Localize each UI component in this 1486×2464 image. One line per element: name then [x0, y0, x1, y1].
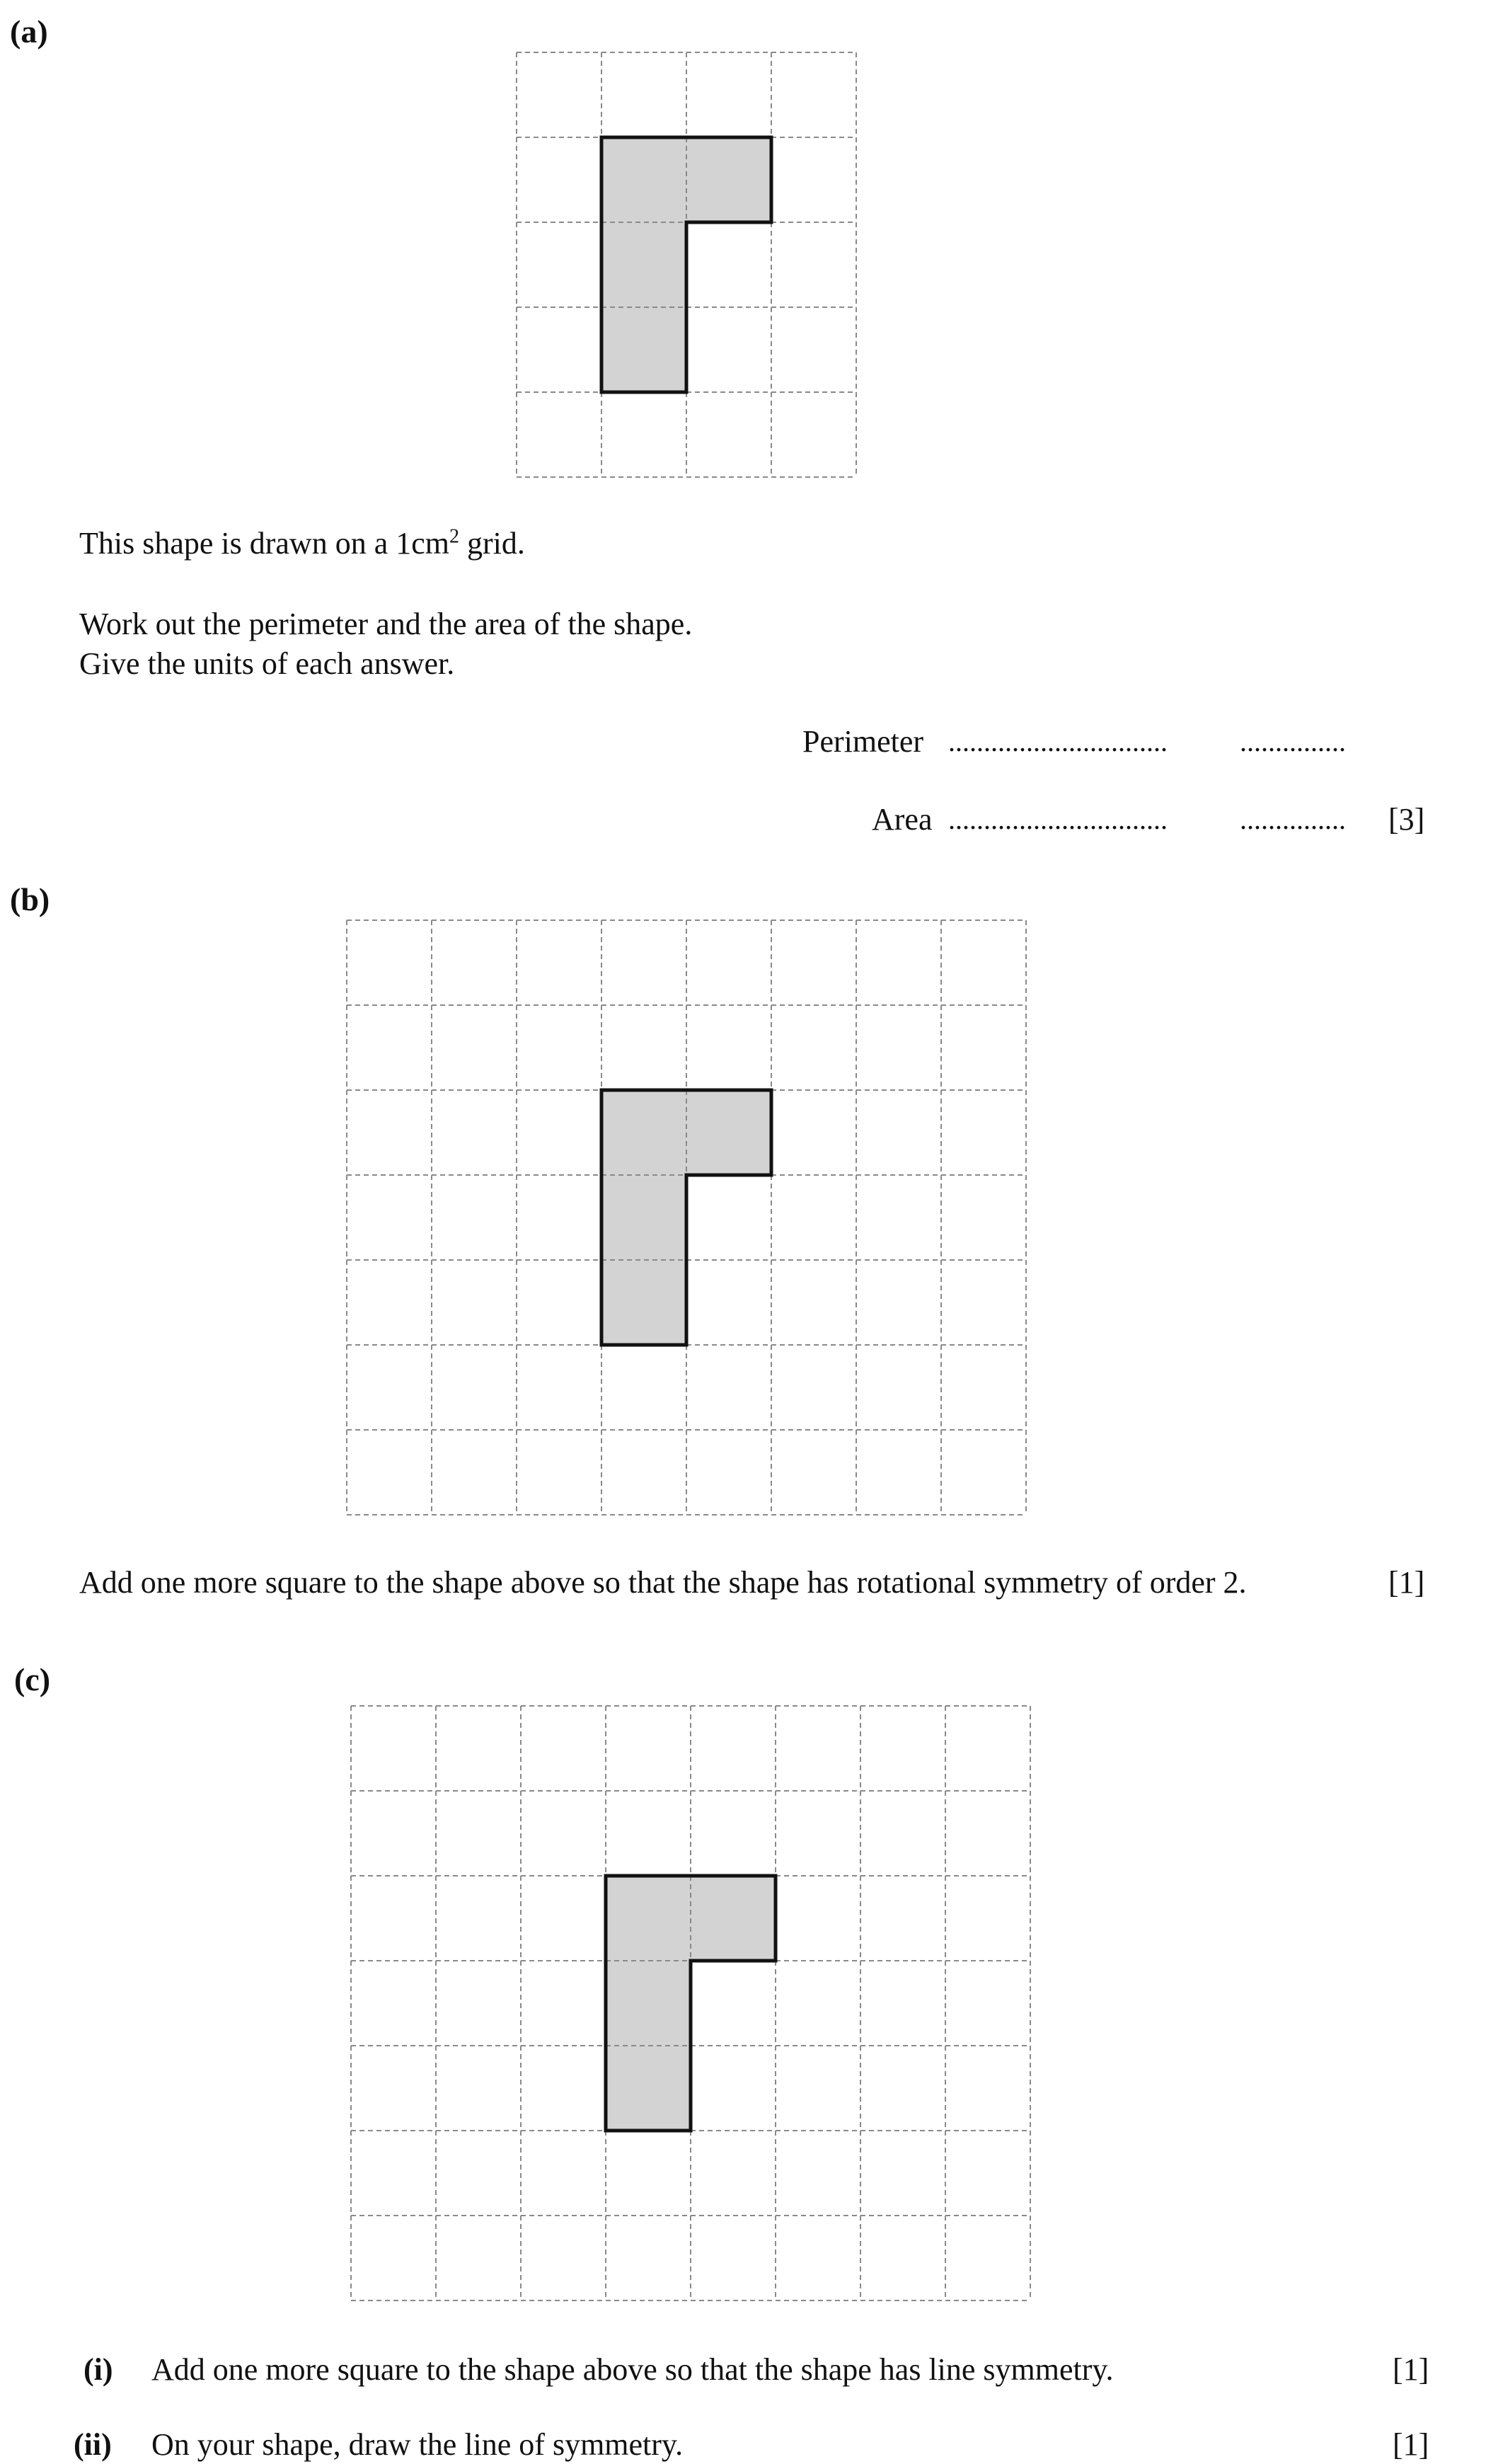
shape-cell: [601, 1260, 686, 1345]
perimeter-answer-field[interactable]: ...............................: [948, 726, 1168, 757]
grid-c[interactable]: [350, 1704, 1032, 2302]
shape-cell: [601, 137, 686, 222]
sub-i-label: (i): [83, 2352, 113, 2387]
part-c-label: (c): [14, 1661, 51, 1697]
part-b-instruction: Add one more square to the shape above so that the shape has rotational symmetry of order 2.: [79, 1565, 1247, 1600]
shape-cell: [606, 1876, 691, 1961]
grid-b[interactable]: [345, 919, 1027, 1516]
shape-cell: [601, 1175, 686, 1260]
shape-cell: [686, 1090, 771, 1175]
area-unit-field[interactable]: ...............: [1240, 803, 1346, 835]
part-b-marks: [1]: [1388, 1565, 1425, 1600]
grid-a[interactable]: [515, 51, 858, 479]
part-a-question-line1: Work out the perimeter and the area of the shape.: [79, 607, 693, 641]
shape-cell: [606, 2046, 691, 2131]
shape-cell: [601, 222, 686, 307]
statement-pre: This shape is drawn on a 1: [79, 526, 412, 561]
part-b-label: (b): [10, 881, 50, 917]
sub-ii-text: On your shape, draw the line of symmetry.: [151, 2427, 684, 2462]
statement-unit: cm: [411, 526, 450, 561]
statement-sup: 2: [449, 525, 460, 548]
perimeter-label: Perimeter: [802, 724, 924, 759]
shape-cell: [691, 1876, 776, 1961]
part-a-grid-statement: [79, 525, 525, 563]
sub-ii-label: (ii): [74, 2427, 112, 2462]
shape-cell: [601, 1090, 686, 1175]
shape-cell: [606, 1961, 691, 2046]
area-answer-field[interactable]: ...............................: [948, 803, 1168, 835]
perimeter-unit-field[interactable]: ...............: [1240, 726, 1346, 757]
area-label: Area: [872, 802, 933, 837]
shape-cell: [601, 307, 686, 392]
part-a-marks: [3]: [1388, 802, 1425, 837]
shape-cell: [686, 137, 771, 222]
part-a-label: (a): [10, 13, 48, 50]
sub-i-marks: [1]: [1393, 2352, 1429, 2387]
sub-i-text: Add one more square to the shape above so that the shape has line symmetry.: [151, 2352, 1114, 2387]
statement-post: grid.: [459, 526, 525, 561]
part-a-question-line2: Give the units of each answer.: [79, 646, 455, 681]
sub-ii-marks: [1]: [1393, 2427, 1429, 2462]
